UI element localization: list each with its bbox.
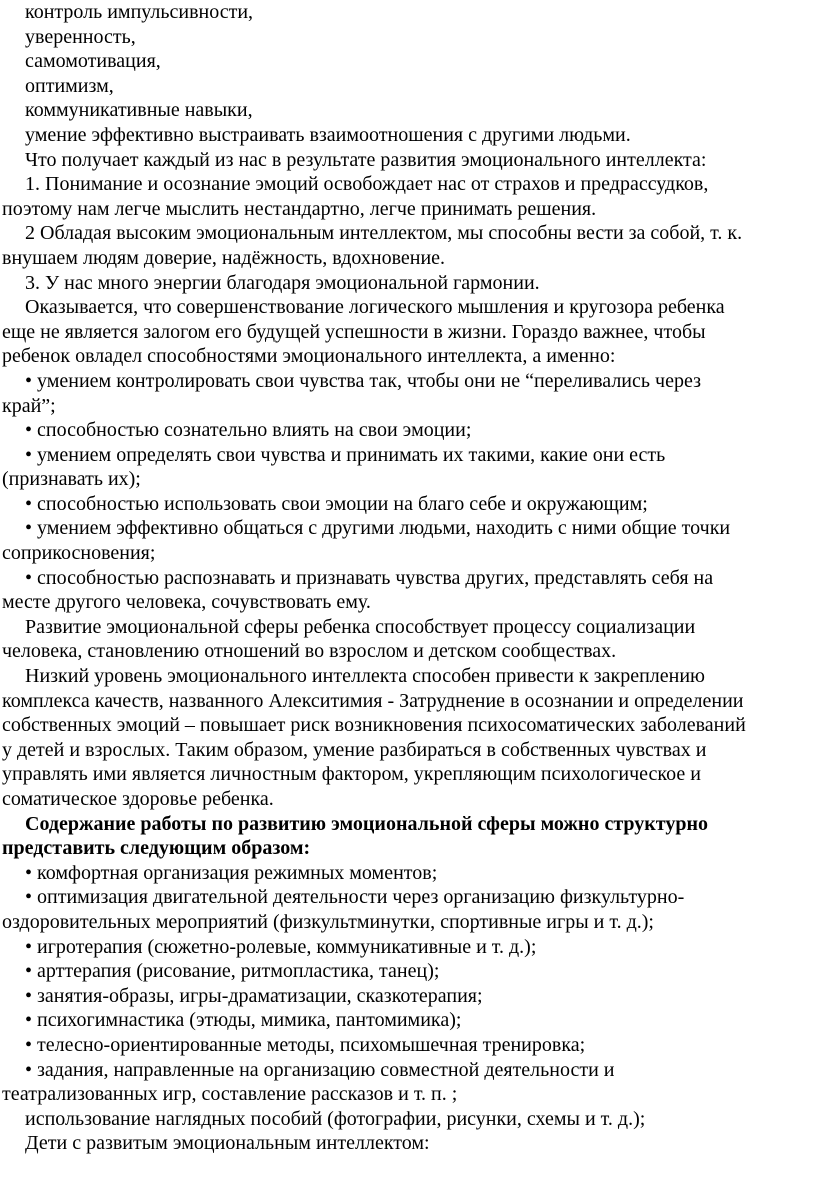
text-line: • оптимизация двигательной деятельности через организацию физкультурно-: [25, 886, 685, 909]
text-line: • игротерапия (сюжетно-ролевые, коммуникативные и т. д.);: [25, 935, 537, 958]
text-line: оздоровительных мероприятий (физкультминутки, спортивные игры и т. д.);: [2, 910, 654, 933]
text-line: у детей и взрослых. Таким образом, умение разбираться в собственных чувствах и: [2, 738, 707, 761]
text-line: коммуникативные навыки,: [25, 99, 253, 122]
text-line: • способностью использовать свои эмоции на благо себе и окружающим;: [25, 492, 648, 515]
section-heading-line: Содержание работы по развитию эмоциональной сферы можно структурно: [25, 812, 708, 835]
text-line: (признавать их);: [2, 468, 141, 491]
text-line: управлять ими является личностным фактором, укрепляющим психологическое и: [2, 763, 701, 786]
text-line: • умением контролировать свои чувства так, чтобы они не “переливались через: [25, 369, 701, 392]
text-line: внушаем людям доверие, надёжность, вдохновение.: [2, 246, 446, 269]
text-line: соматическое здоровье ребенка.: [2, 788, 274, 810]
text-line: использование наглядных пособий (фотографии, рисунки, схемы и т. д.);: [25, 1107, 646, 1130]
text-line: комплекса качеств, названного Алекситимия - Затруднение в осознании и определении: [2, 689, 744, 712]
text-line: месте другого человека, сочувствовать ему.: [2, 591, 371, 614]
text-line: 3. У нас много энергии благодаря эмоциональной гармонии.: [25, 271, 540, 294]
text-line: • психогимнастика (этюды, мимика, пантомимика);: [25, 1009, 462, 1032]
text-line: контроль импульсивности,: [25, 1, 254, 23]
text-line: • комфортная организация режимных моментов;: [25, 861, 438, 884]
text-line: • способностью сознательно влиять на свои эмоции;: [25, 419, 472, 442]
text-line: • арттерапия (рисование, ритмопластика, танец);: [25, 960, 440, 983]
text-line: • телесно-ориентированные методы, психомышечная тренировка;: [25, 1033, 586, 1056]
text-line: умение эффективно выстраивать взаимоотношения с другими людьми.: [25, 123, 631, 146]
text-line: Дети с развитым эмоциональным интеллектом:: [25, 1132, 430, 1155]
text-line: • умением определять свои чувства и принимать их такими, какие они есть: [25, 443, 666, 466]
text-line: человека, становлению отношений во взрослом и детском сообществах.: [2, 640, 617, 663]
text-line: собственных эмоций – повышает риск возникновения психосоматических заболеваний: [2, 714, 746, 737]
text-line: Низкий уровень эмоционального интеллекта способен привести к закреплению: [25, 665, 705, 688]
text-line: Оказывается, что совершенствование логического мышления и кругозора ребенка: [25, 296, 725, 319]
text-line: соприкосновения;: [2, 542, 156, 565]
text-line: • занятия-образы, игры-драматизации, сказкотерапия;: [25, 984, 483, 1007]
text-line: поэтому нам легче мыслить нестандартно, легче принимать решения.: [2, 197, 597, 220]
text-line: • задания, направленные на организацию совместной деятельности и: [25, 1058, 615, 1081]
text-line: Что получает каждый из нас в результате развития эмоционального интеллекта:: [25, 148, 707, 171]
text-line: • умением эффективно общаться с другими людьми, находить с ними общие точки: [25, 517, 731, 540]
text-line: ребенок овладел способностями эмоционального интеллекта, а именно:: [2, 345, 616, 368]
text-line: 1. Понимание и осознание эмоций освобождает нас от страхов и предрассудков,: [25, 173, 709, 196]
section-heading-line: представить следующим образом:: [2, 837, 311, 860]
text-line: край”;: [2, 394, 56, 417]
text-line: еще не является залогом его будущей успешности в жизни. Гораздо важнее, чтобы: [2, 320, 706, 343]
text-line: • способностью распознавать и признавать чувства других, представлять себя на: [25, 566, 714, 589]
text-line: театрализованных игр, составление рассказов и т. п. ;: [2, 1083, 458, 1106]
text-line: 2 Обладая высоким эмоциональным интеллектом, мы способны вести за собой, т. к.: [25, 222, 743, 245]
text-line: оптимизм,: [25, 74, 114, 97]
text-line: самомотивация,: [25, 50, 161, 73]
text-line: уверенность,: [25, 25, 136, 48]
text-line: Развитие эмоциональной сферы ребенка способствует процессу социализации: [25, 615, 696, 638]
